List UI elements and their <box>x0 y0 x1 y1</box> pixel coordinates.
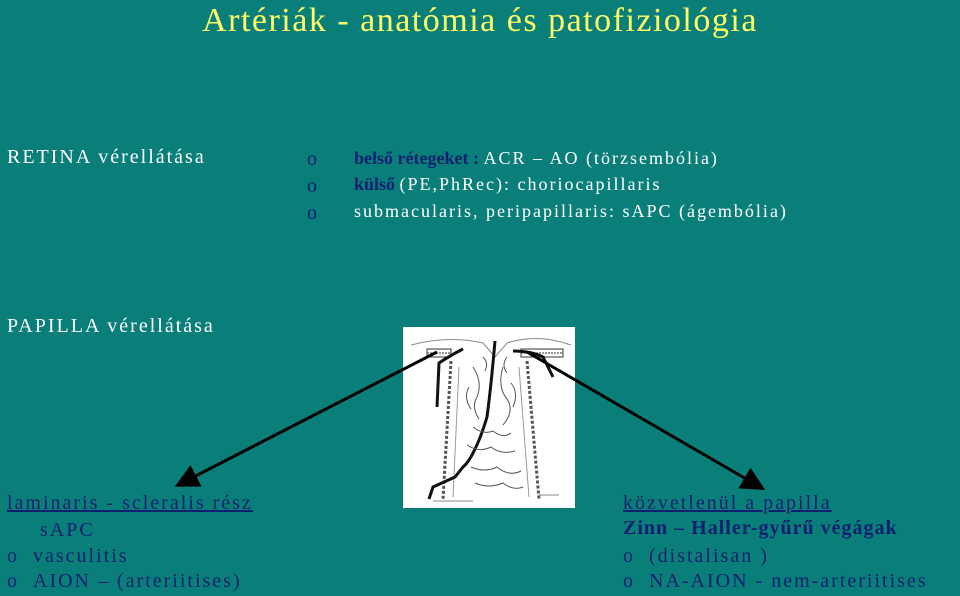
retina-bullet-1 <box>354 148 719 169</box>
left-block-item-2: o AION – (arteriitises) <box>7 570 242 592</box>
right-block-item-2: o NA-AION - nem-arteriitises <box>623 570 928 592</box>
right-block-item-1: o (distalisan ) <box>623 545 769 567</box>
left-block-line1: sAPC <box>40 519 95 541</box>
retina-bullet-2-lead: külső <box>354 174 400 194</box>
left-block-item-1: o vasculitis <box>7 545 129 567</box>
retina-bullet-2 <box>354 174 661 195</box>
optic-nerve-head-illustration <box>403 327 575 508</box>
retina-bullet-marker: o <box>307 175 317 197</box>
retina-bullet-marker: o <box>307 202 317 224</box>
retina-bullet-3: submacularis, peripapillaris: sAPC (ágembólia) <box>354 201 788 221</box>
retina-bullet-marker: o <box>307 148 317 170</box>
slide-title: Artériák - anatómia és patofiziológia <box>202 2 758 39</box>
retina-bullet-2-text: (PE,PhRec): choriocapillaris <box>399 174 662 194</box>
arrow-left <box>180 352 437 484</box>
vessel-drawing-icon <box>403 327 575 508</box>
left-block-heading: laminaris - scleralis rész <box>7 492 253 514</box>
retina-bullet-1-text: ACR – AO (törzsembólia) <box>483 148 719 168</box>
retina-label: RETINA vérellátása <box>7 146 206 168</box>
right-block-heading: közvetlenül a papilla <box>623 492 832 514</box>
papilla-label: PAPILLA vérellátása <box>7 315 215 337</box>
right-block-line1: Zinn – Haller-gyűrű végágak <box>623 517 898 539</box>
retina-bullet-1-lead: belső rétegeket : <box>354 148 484 168</box>
